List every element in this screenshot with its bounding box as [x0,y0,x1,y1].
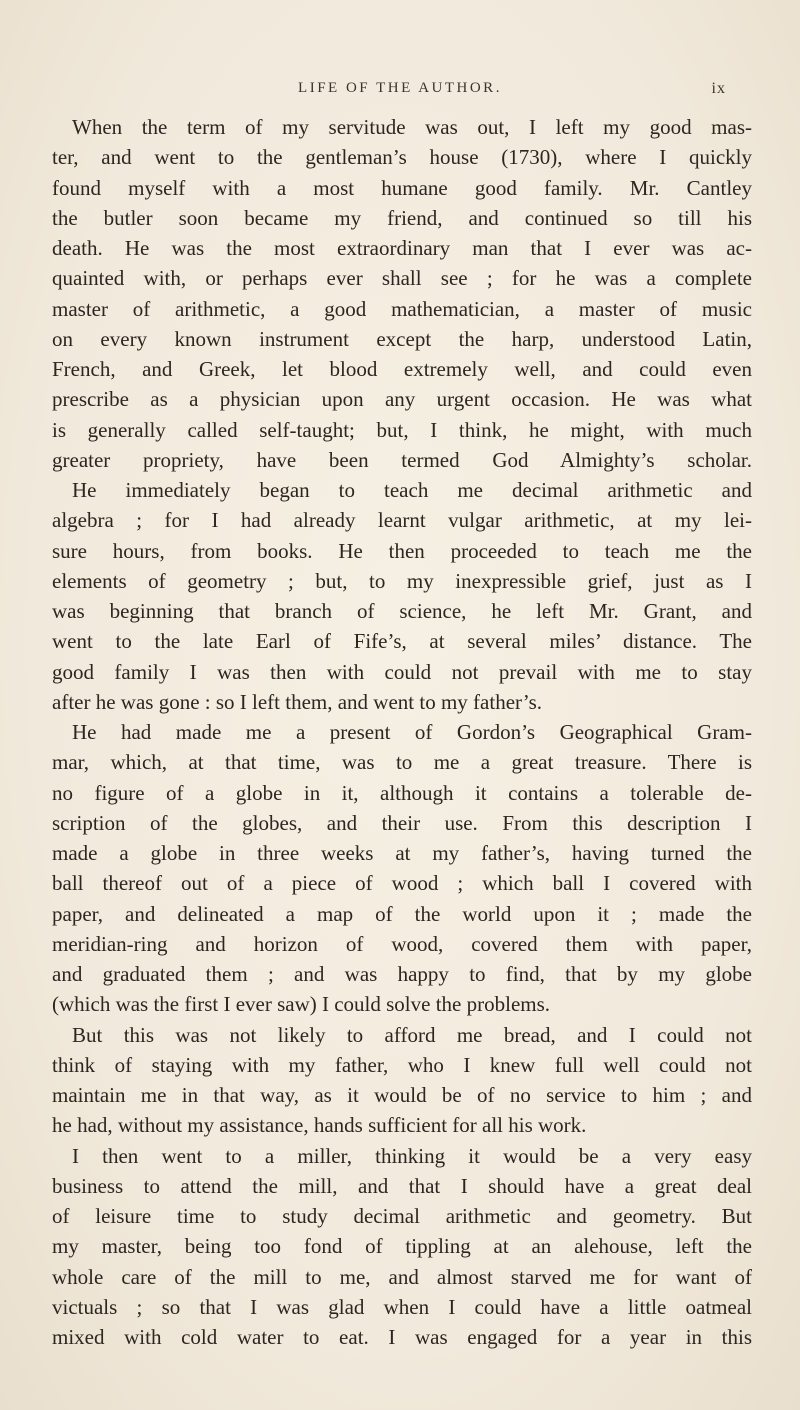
text-line: he had, without my assistance, hands sufficient for all his work. [52,1113,587,1138]
text-line: paper, and delineated a map of the world upon it ; made the [52,901,752,926]
text-line: greater propriety, have been termed God Almighty’s scholar. [52,447,752,472]
text-line: quainted with, or perhaps ever shall see ; for he was a complete [52,266,752,291]
text-line: prescribe as a physician upon any urgent occasion. He was what [52,387,752,412]
text-line: He had made me a present of Gordon’s Geographical Gram- [72,720,752,744]
text-line: the butler soon became my friend, and continued so till his [52,205,752,230]
text-line: mixed with cold water to eat. I was engaged for a year in this [52,1325,752,1349]
text-line: made a globe in three weeks at my father’s, having turned the [52,841,752,865]
body-text [52,112,752,1352]
text-line: after he was gone : so I left them, and went to my father’s. [52,689,543,714]
text-line: French, and Greek, let blood extremely well, and could even [52,357,752,381]
text-line: on every known instrument except the harp, understood Latin, [52,326,752,351]
text-line: master of arithmetic, a good mathematician, a master of music [52,296,752,321]
running-title: LIFE OF THE AUTHOR. [298,80,502,96]
text-line: (which was the first I ever saw) I could solve the problems. [52,992,551,1017]
text-line: of leisure time to study decimal arithmetic and geometry. But [52,1204,752,1228]
text-line: sure hours, from books. He then proceeded to teach me the [52,538,752,563]
text-line: He immediately began to teach me decimal arithmetic and [72,478,752,502]
text-line: good family I was then with could not prevail with me to stay [52,659,752,684]
page-number: ix [711,80,726,97]
text-line: algebra ; for I had already learnt vulgar arithmetic, at my lei- [52,508,752,533]
text-line: ball thereof out of a piece of wood ; which ball I covered with [52,871,752,896]
text-line: death. He was the most extraordinary man that I ever was ac- [52,236,752,260]
text-line: and graduated them ; and was happy to find, that by my globe [52,962,752,986]
text-line: But this was not likely to afford me bread, and I could not [72,1022,752,1047]
running-head [0,80,800,104]
text-line: ter, and went to the gentleman’s house (1730), where I quickly [52,145,752,170]
text-line: found myself with a most humane good family. Mr. Cantley [52,175,752,200]
text-line: business to attend the mill, and that I should have a great deal [52,1173,752,1198]
text-line: my master, being too fond of tippling at an alehouse, left the [52,1234,752,1259]
text-line: is generally called self-taught; but, I think, he might, with much [52,417,752,442]
text-line: mar, which, at that time, was to me a great treasure. There is [52,750,752,775]
text-line: When the term of my servitude was out, I left my good mas- [72,115,752,139]
text-line: I then went to a miller, thinking it would be a very easy [72,1143,752,1168]
text-line: maintain me in that way, as it would be of no service to him ; and [52,1083,752,1107]
text-line: was beginning that branch of science, he left Mr. Grant, and [52,599,752,623]
text-line: scription of the globes, and their use. From this description I [52,810,752,835]
text-line: whole care of the mill to me, and almost starved me for want of [52,1264,752,1289]
text-line: think of staying with my father, who I knew full well could not [52,1052,752,1077]
text-line: went to the late Earl of Fife’s, at several miles’ distance. The [52,629,752,654]
text-line: meridian-ring and horizon of wood, covered them with paper, [52,931,752,956]
text-line: victuals ; so that I was glad when I could have a little oatmeal [52,1294,752,1319]
text-line: no figure of a globe in it, although it contains a tolerable de- [52,780,752,805]
text-line: elements of geometry ; but, to my inexpressible grief, just as I [52,568,752,593]
